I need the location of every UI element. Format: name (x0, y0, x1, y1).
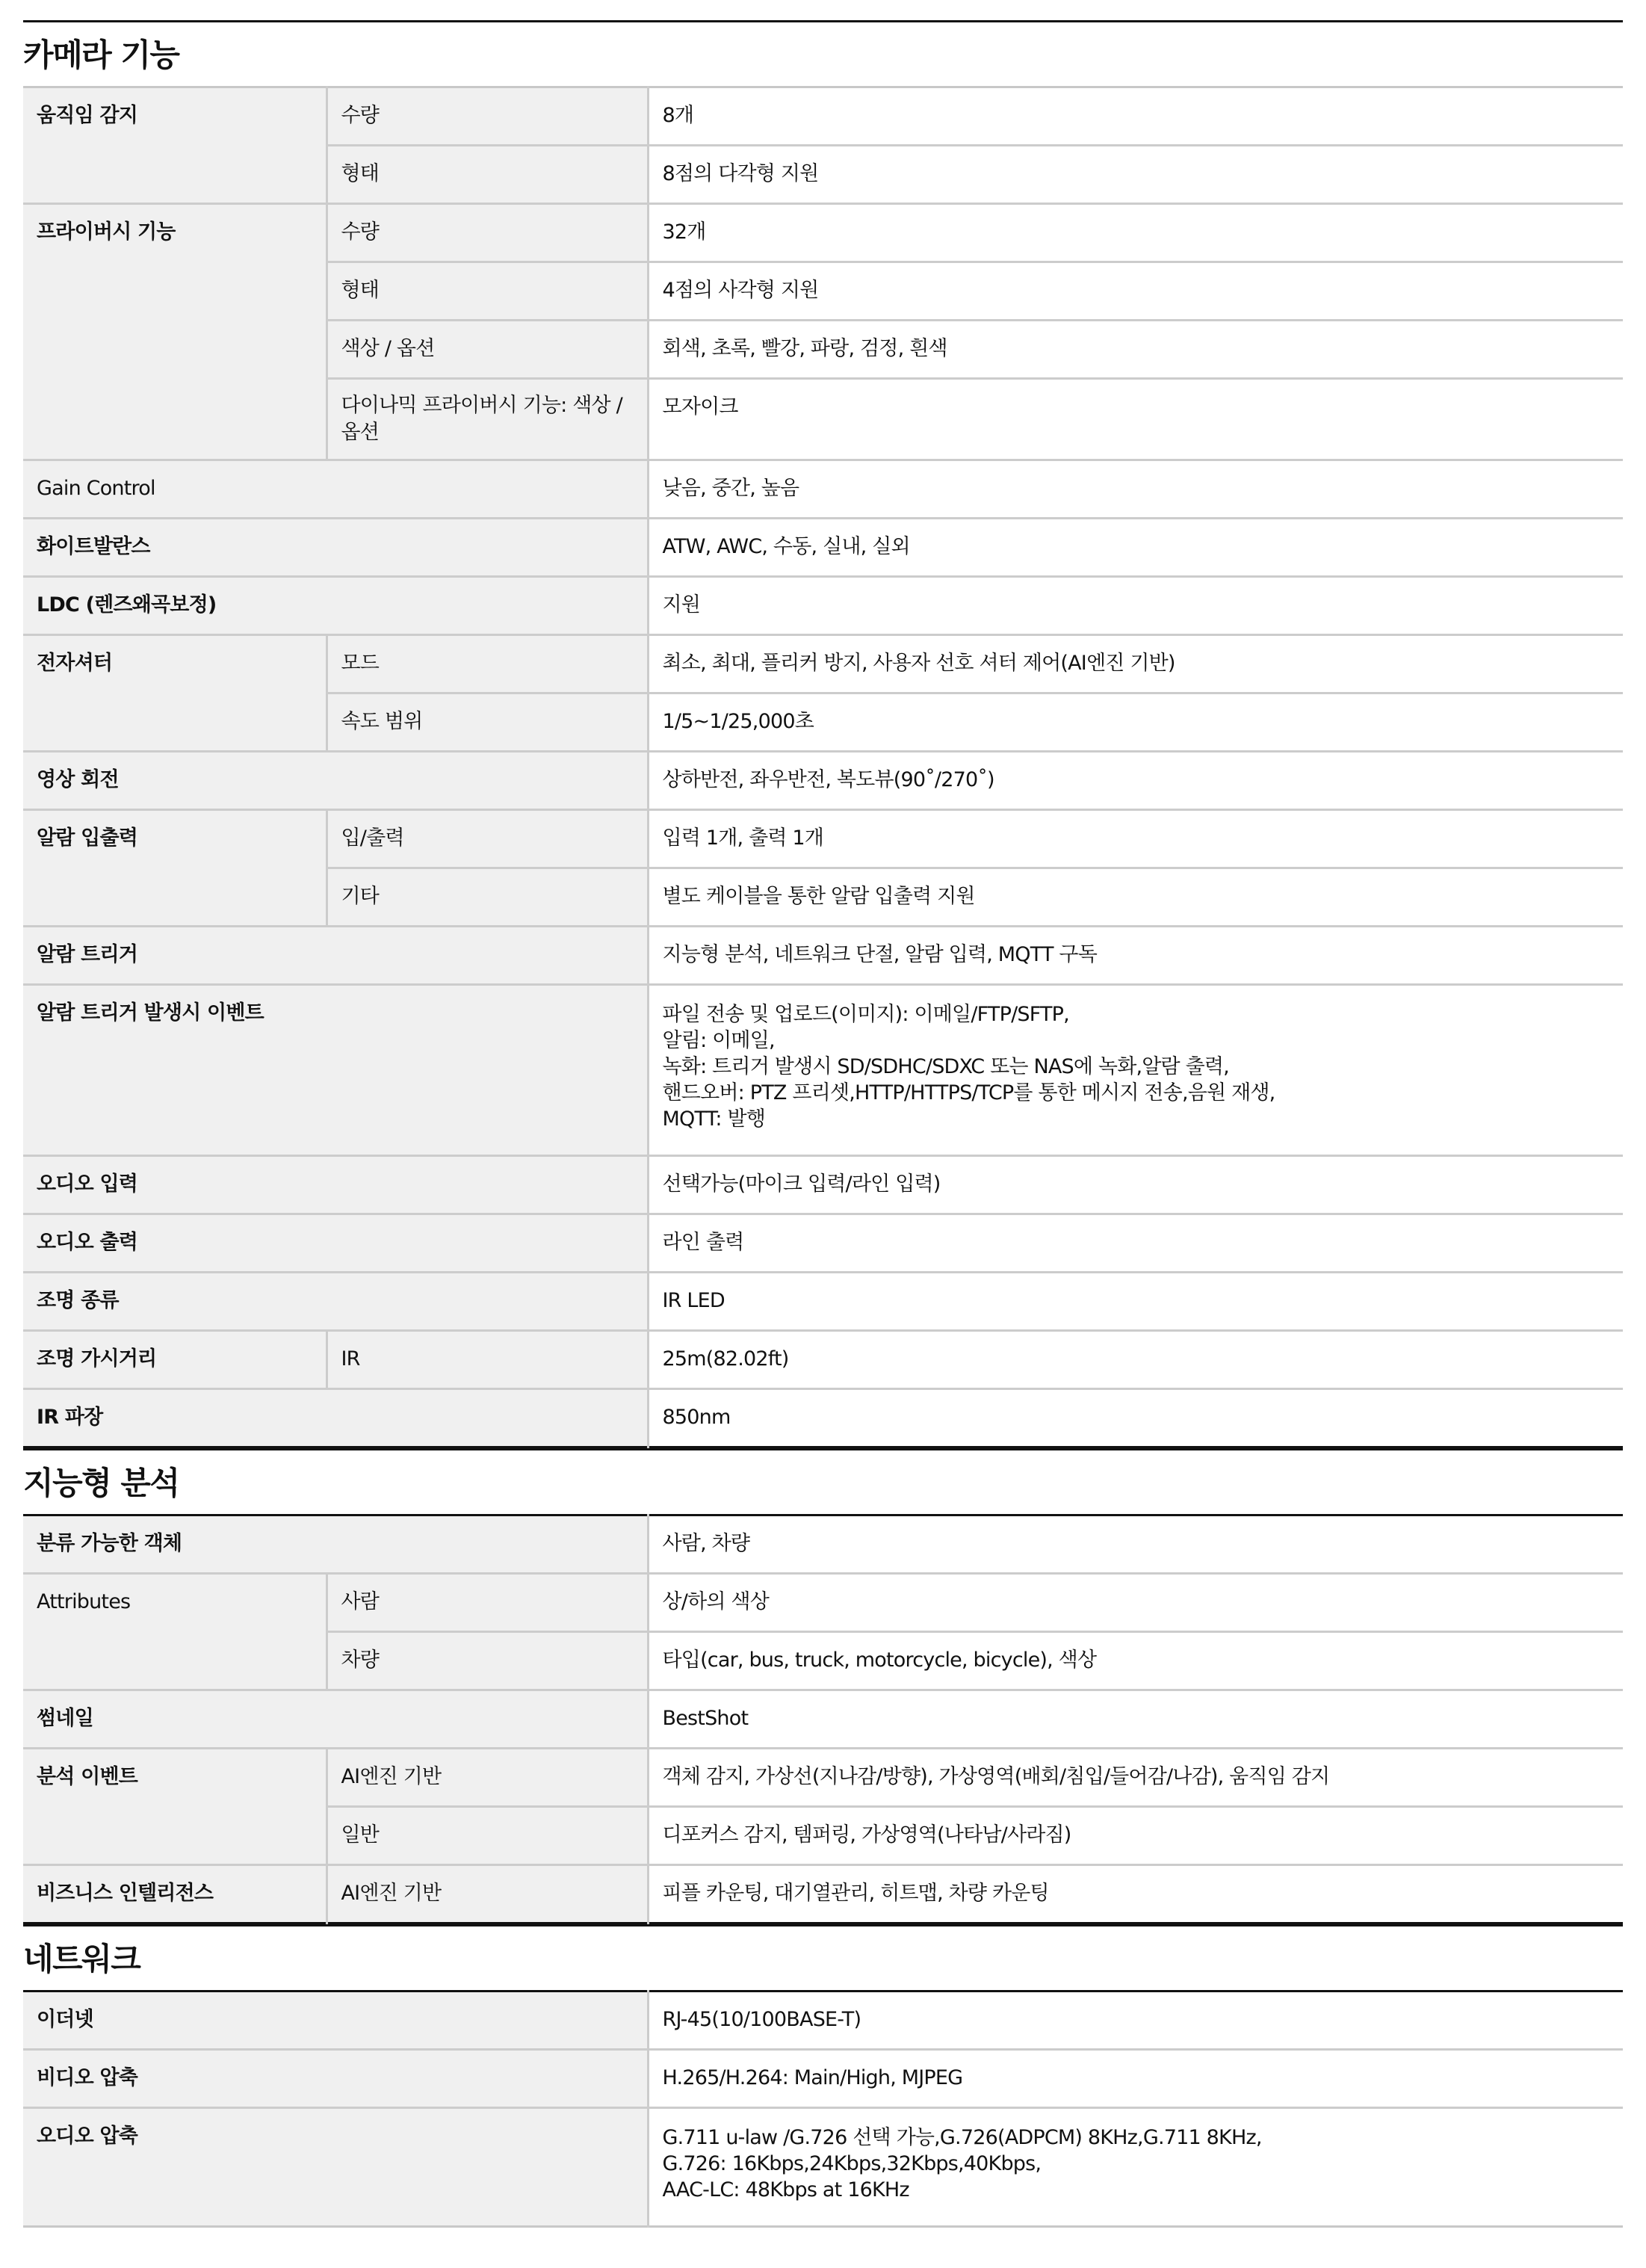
row-sublabel: 사람 (327, 1574, 648, 1632)
row-label: 영상 회전 (23, 752, 648, 810)
row-label: Gain Control (23, 460, 648, 519)
value-line: 1/5~1/25,000초 (662, 710, 814, 733)
row-sublabel: AI엔진 기반 (327, 1749, 648, 1807)
row-sublabel: 형태 (327, 262, 648, 321)
table-row (23, 1273, 1623, 1331)
value-line: 별도 케이블을 통한 알람 입출력 지원 (662, 885, 975, 908)
table-row (23, 519, 1623, 577)
table-row (23, 1992, 1623, 2050)
spec-table (23, 86, 1623, 1448)
row-label: 움직임 감지 (23, 87, 327, 204)
row-value (648, 752, 1623, 810)
row-value (648, 810, 1623, 868)
table-row (23, 1690, 1623, 1749)
value-line: 객체 감지, 가상선(지나감/방향), 가상영역(배회/침입/들어감/나감), 움직임 감지 (662, 1765, 1330, 1788)
table-row (23, 1214, 1623, 1273)
value-line: H.265/H.264: Main/High, MJPEG (662, 2066, 963, 2089)
row-label: 비즈니스 인텔리전스 (23, 1865, 327, 1924)
value-line: 파일 전송 및 업로드(이미지): 이메일/FTP/SFTP, (662, 1003, 1069, 1026)
table-row (23, 2108, 1623, 2227)
value-line: 입력 1개, 출력 1개 (662, 826, 824, 850)
value-line: IR LED (662, 1289, 725, 1312)
value-line: 알림: 이메일, (662, 1029, 775, 1052)
value-line: MQTT: 발행 (662, 1107, 766, 1131)
table-row (23, 810, 1623, 868)
row-label: 분석 이벤트 (23, 1749, 327, 1865)
value-line: 4점의 사각형 지원 (662, 279, 819, 302)
value-line: 사람, 차량 (662, 1532, 750, 1555)
value-line: 8개 (662, 104, 694, 127)
table-row (23, 1515, 1623, 1574)
row-value (648, 1992, 1623, 2050)
row-value (648, 985, 1623, 1156)
spec-table (23, 1514, 1623, 1924)
row-sublabel: IR (327, 1331, 648, 1389)
row-sublabel: 입/출력 (327, 810, 648, 868)
row-value (648, 2050, 1623, 2108)
value-line: AAC-LC: 48Kbps at 16KHz (662, 2178, 909, 2201)
value-line: 32개 (662, 220, 706, 244)
section-title: 카메라 기능 (23, 20, 1623, 86)
spec-table (23, 1990, 1623, 2228)
value-line: 디포커스 감지, 템퍼링, 가상영역(나타남/사라짐) (662, 1823, 1071, 1847)
value-line: BestShot (662, 1707, 749, 1730)
row-value (648, 927, 1623, 985)
value-line: 8점의 다각형 지원 (662, 162, 819, 185)
value-line: 타입(car, bus, truck, motorcycle, bicycle), 색상 (662, 1649, 1097, 1672)
table-row (23, 1389, 1623, 1447)
row-value (648, 460, 1623, 519)
row-value (648, 2108, 1623, 2227)
value-line: 지원 (662, 593, 701, 617)
row-label: Attributes (23, 1574, 327, 1690)
row-label: LDC (렌즈왜곡보정) (23, 577, 648, 635)
table-row (23, 1156, 1623, 1214)
row-label: 조명 종류 (23, 1273, 648, 1331)
row-value (648, 577, 1623, 635)
row-label: 화이트발란스 (23, 519, 648, 577)
row-label: 오디오 압축 (23, 2108, 648, 2227)
row-value (648, 321, 1623, 379)
table-row (23, 2050, 1623, 2108)
row-value (648, 1156, 1623, 1214)
row-value (648, 1515, 1623, 1574)
table-row (23, 460, 1623, 519)
row-label: IR 파장 (23, 1389, 648, 1447)
row-sublabel: 기타 (327, 868, 648, 927)
value-line: G.726: 16Kbps,24Kbps,32Kbps,40Kbps, (662, 2152, 1042, 2175)
value-line: 지능형 분석, 네트워크 단절, 알람 입력, MQTT 구독 (662, 943, 1097, 966)
row-value (648, 868, 1623, 927)
row-sublabel: 다이나믹 프라이버시 기능: 색상 / 옵션 (327, 379, 648, 460)
row-value (648, 519, 1623, 577)
value-line: G.711 u-law /G.726 선택 가능,G.726(ADPCM) 8KHz,G.711 8KHz, (662, 2126, 1262, 2149)
row-value (648, 1214, 1623, 1273)
value-line: 라인 출력 (662, 1231, 744, 1254)
table-row (23, 1865, 1623, 1924)
table-row (23, 1331, 1623, 1389)
row-sublabel: 형태 (327, 146, 648, 204)
row-label: 썸네일 (23, 1690, 648, 1749)
row-sublabel: 색상 / 옵션 (327, 321, 648, 379)
row-value (648, 1865, 1623, 1924)
value-line: 850nm (662, 1406, 731, 1429)
value-line: 25m(82.02ft) (662, 1347, 789, 1371)
table-row (23, 635, 1623, 693)
row-label: 오디오 출력 (23, 1214, 648, 1273)
row-value (648, 1273, 1623, 1331)
table-row (23, 1574, 1623, 1632)
value-line: ATW, AWC, 수동, 실내, 실외 (662, 535, 910, 558)
value-line: 최소, 최대, 플리커 방지, 사용자 선호 셔터 제어(AI엔진 기반) (662, 652, 1175, 675)
value-line: 핸드오버: PTZ 프리셋,HTTP/HTTPS/TCP를 통한 메시지 전송,음원 재생, (662, 1081, 1275, 1104)
table-row (23, 752, 1623, 810)
row-label: 조명 가시거리 (23, 1331, 327, 1389)
row-label: 분류 가능한 객체 (23, 1515, 648, 1574)
row-label: 비디오 압축 (23, 2050, 648, 2108)
row-value (648, 1331, 1623, 1389)
row-sublabel: 속도 범위 (327, 693, 648, 752)
row-label: 알람 트리거 발생시 이벤트 (23, 985, 648, 1156)
row-value (648, 635, 1623, 693)
row-sublabel: 차량 (327, 1632, 648, 1690)
row-sublabel: 수량 (327, 204, 648, 262)
row-label: 이더넷 (23, 1992, 648, 2050)
table-row (23, 1749, 1623, 1807)
row-sublabel: 일반 (327, 1807, 648, 1865)
value-line: 낮음, 중간, 높음 (662, 477, 799, 500)
value-line: 모자이크 (662, 395, 738, 418)
row-sublabel: 모드 (327, 635, 648, 693)
row-label: 전자셔터 (23, 635, 327, 752)
row-value (648, 1807, 1623, 1865)
row-value (648, 1574, 1623, 1632)
table-row (23, 87, 1623, 146)
row-value (648, 262, 1623, 321)
row-label: 프라이버시 기능 (23, 204, 327, 460)
value-line: RJ-45(10/100BASE-T) (662, 2008, 861, 2031)
row-label: 알람 입출력 (23, 810, 327, 927)
row-value (648, 1749, 1623, 1807)
row-value (648, 87, 1623, 146)
row-sublabel: 수량 (327, 87, 648, 146)
table-row (23, 577, 1623, 635)
row-label: 오디오 입력 (23, 1156, 648, 1214)
section-title: 네트워크 (23, 1924, 1623, 1990)
row-value (648, 1389, 1623, 1447)
value-line: 상/하의 색상 (662, 1590, 769, 1613)
value-line: 회색, 초록, 빨강, 파랑, 검정, 흰색 (662, 337, 947, 360)
table-row (23, 985, 1623, 1156)
spec-document (23, 20, 1623, 2228)
row-value (648, 1690, 1623, 1749)
row-sublabel: AI엔진 기반 (327, 1865, 648, 1924)
row-value (648, 1632, 1623, 1690)
value-line: 상하반전, 좌우반전, 복도뷰(90˚/270˚) (662, 768, 994, 791)
table-row (23, 927, 1623, 985)
row-value (648, 204, 1623, 262)
row-value (648, 146, 1623, 204)
section-title: 지능형 분석 (23, 1448, 1623, 1514)
row-label: 알람 트리거 (23, 927, 648, 985)
value-line: 피플 카운팅, 대기열관리, 히트맵, 차량 카운팅 (662, 1882, 1049, 1905)
row-value (648, 379, 1623, 460)
table-row (23, 204, 1623, 262)
value-line: 녹화: 트리거 발생시 SD/SDHC/SDXC 또는 NAS에 녹화,알람 출력, (662, 1055, 1229, 1078)
row-value (648, 693, 1623, 752)
value-line: 선택가능(마이크 입력/라인 입력) (662, 1172, 941, 1196)
